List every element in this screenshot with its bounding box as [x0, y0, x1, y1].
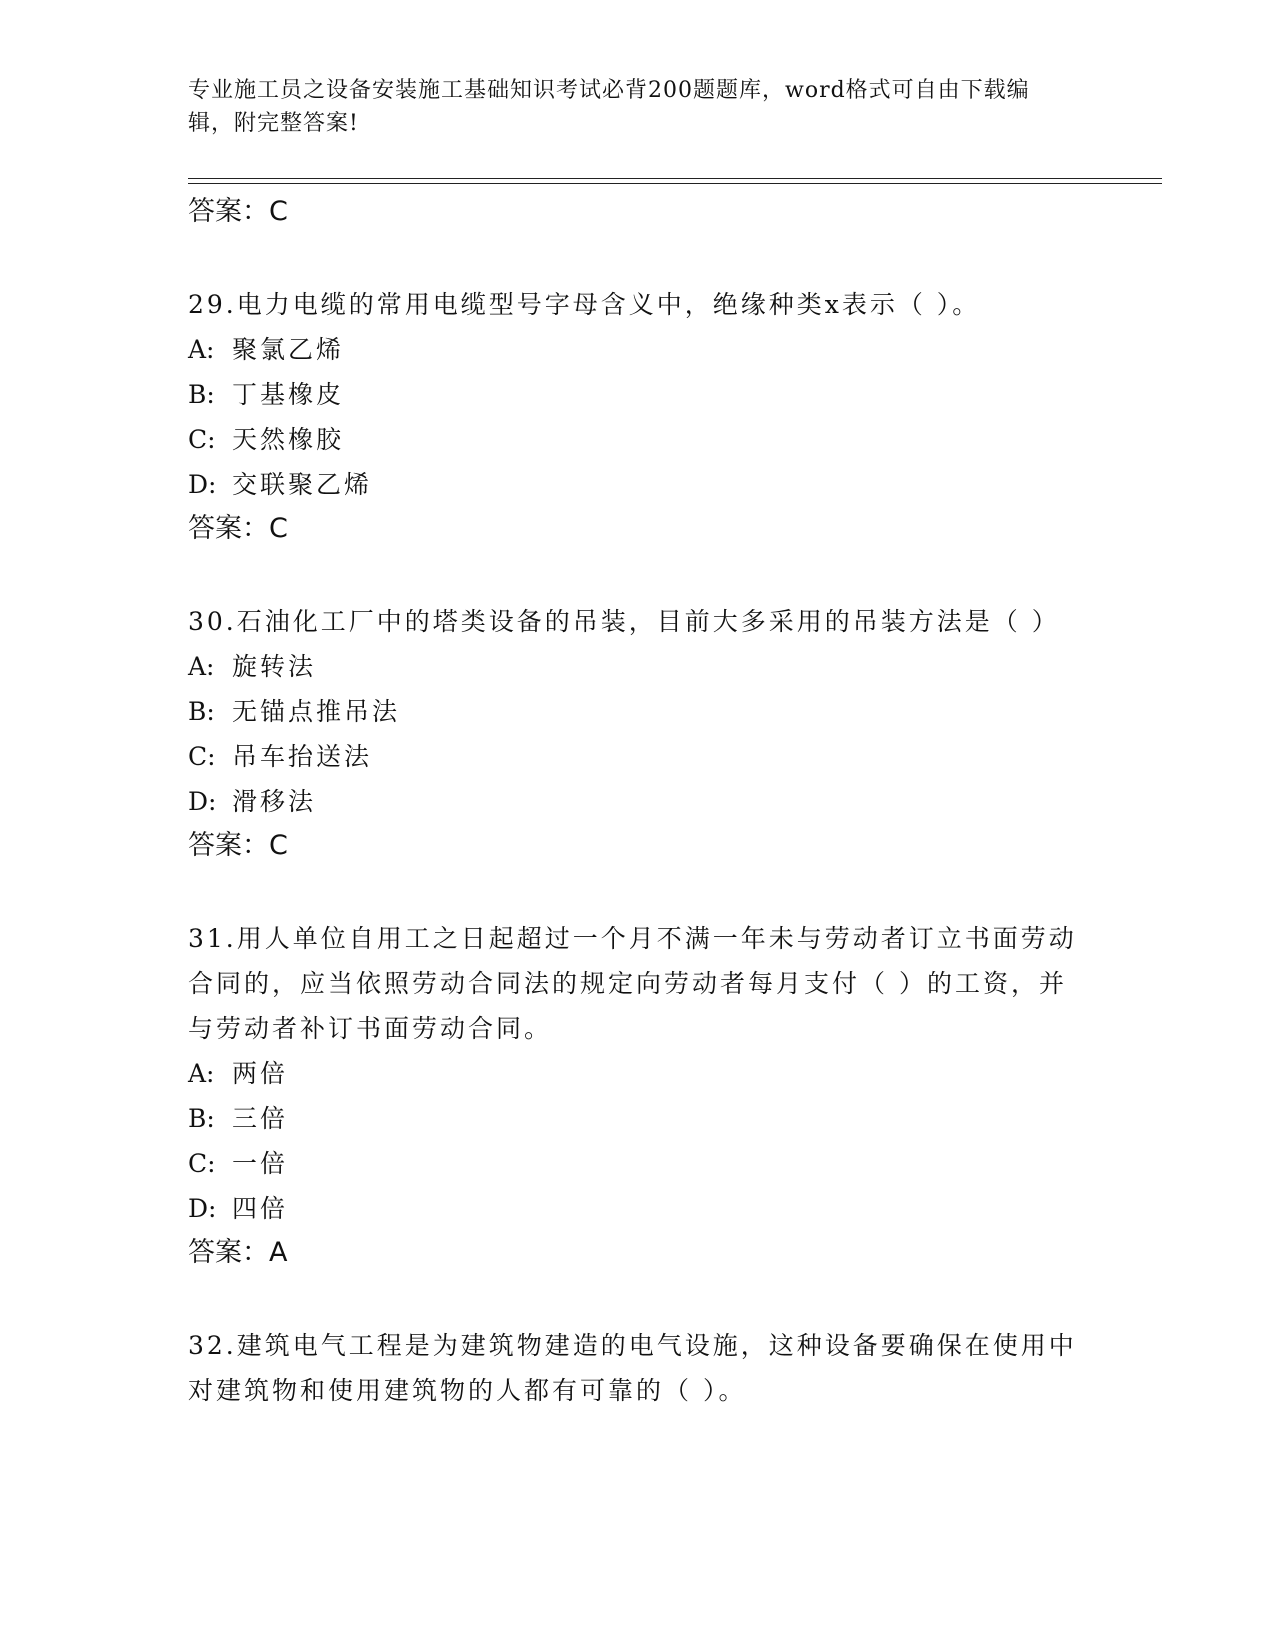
option-text: 无锚点推吊法 [232, 697, 401, 726]
option-c [188, 417, 1088, 462]
option-text: 聚氯乙烯 [232, 335, 345, 364]
answer-line: 答案：C [188, 513, 288, 544]
option-c [188, 1141, 1088, 1186]
question-block [188, 1323, 1088, 1413]
option-key: D: [188, 470, 217, 499]
option-d [188, 779, 1088, 824]
question-stem: 32.建筑电气工程是为建筑物建造的电气设施，这种设备要确保在使用中对建筑物和使用建筑物的人都有可靠的（ ）。 [188, 1331, 1077, 1405]
question-block [188, 916, 1088, 1275]
option-b [188, 689, 1088, 734]
question-block [188, 599, 1088, 868]
option-b [188, 1096, 1088, 1141]
option-text: 三倍 [232, 1104, 289, 1133]
header-rule-second [188, 183, 1162, 184]
header-rule [188, 178, 1162, 179]
option-text: 吊车抬送法 [232, 742, 373, 771]
answer-line: 答案：C [188, 830, 288, 861]
option-text: 滑移法 [232, 787, 317, 816]
option-text: 四倍 [232, 1194, 289, 1223]
option-d [188, 462, 1088, 507]
question-block [188, 282, 1088, 551]
option-key: D: [188, 1194, 217, 1223]
option-b [188, 372, 1088, 417]
option-a [188, 327, 1088, 372]
option-a [188, 644, 1088, 689]
question-stem: 31.用人单位自用工之日起超过一个月不满一年未与劳动者订立书面劳动合同的，应当依照劳动合同法的规定向劳动者每月支付（ ）的工资，并与劳动者补订书面劳动合同。 [188, 924, 1077, 1043]
option-key: B: [188, 380, 215, 409]
option-a [188, 1051, 1088, 1096]
option-key: A: [188, 335, 215, 364]
option-key: B: [188, 1104, 215, 1133]
option-c [188, 734, 1088, 779]
answer-line: 答案：C [188, 196, 288, 227]
option-d [188, 1186, 1088, 1231]
document-header: 专业施工员之设备安装施工基础知识考试必背200题题库，word格式可自由下载编辑，附完整答案! [188, 78, 1030, 136]
option-text: 丁基橡皮 [232, 380, 345, 409]
option-key: C: [188, 742, 216, 771]
question-list [188, 190, 1088, 1413]
option-text: 两倍 [232, 1059, 289, 1088]
option-key: C: [188, 1149, 216, 1178]
question-stem: 29.电力电缆的常用电缆型号字母含义中，绝缘种类x表示（ ）。 [188, 290, 981, 319]
option-key: A: [188, 652, 215, 681]
question-stem: 30.石油化工厂中的塔类设备的吊装，目前大多采用的吊装方法是（ ） [188, 607, 1060, 636]
option-key: B: [188, 697, 215, 726]
option-text: 一倍 [232, 1149, 289, 1178]
option-key: A: [188, 1059, 215, 1088]
option-text: 交联聚乙烯 [232, 470, 373, 499]
option-text: 旋转法 [232, 652, 317, 681]
option-text: 天然橡胶 [232, 425, 345, 454]
option-key: C: [188, 425, 216, 454]
answer-line: 答案：A [188, 1237, 288, 1268]
option-key: D: [188, 787, 217, 816]
